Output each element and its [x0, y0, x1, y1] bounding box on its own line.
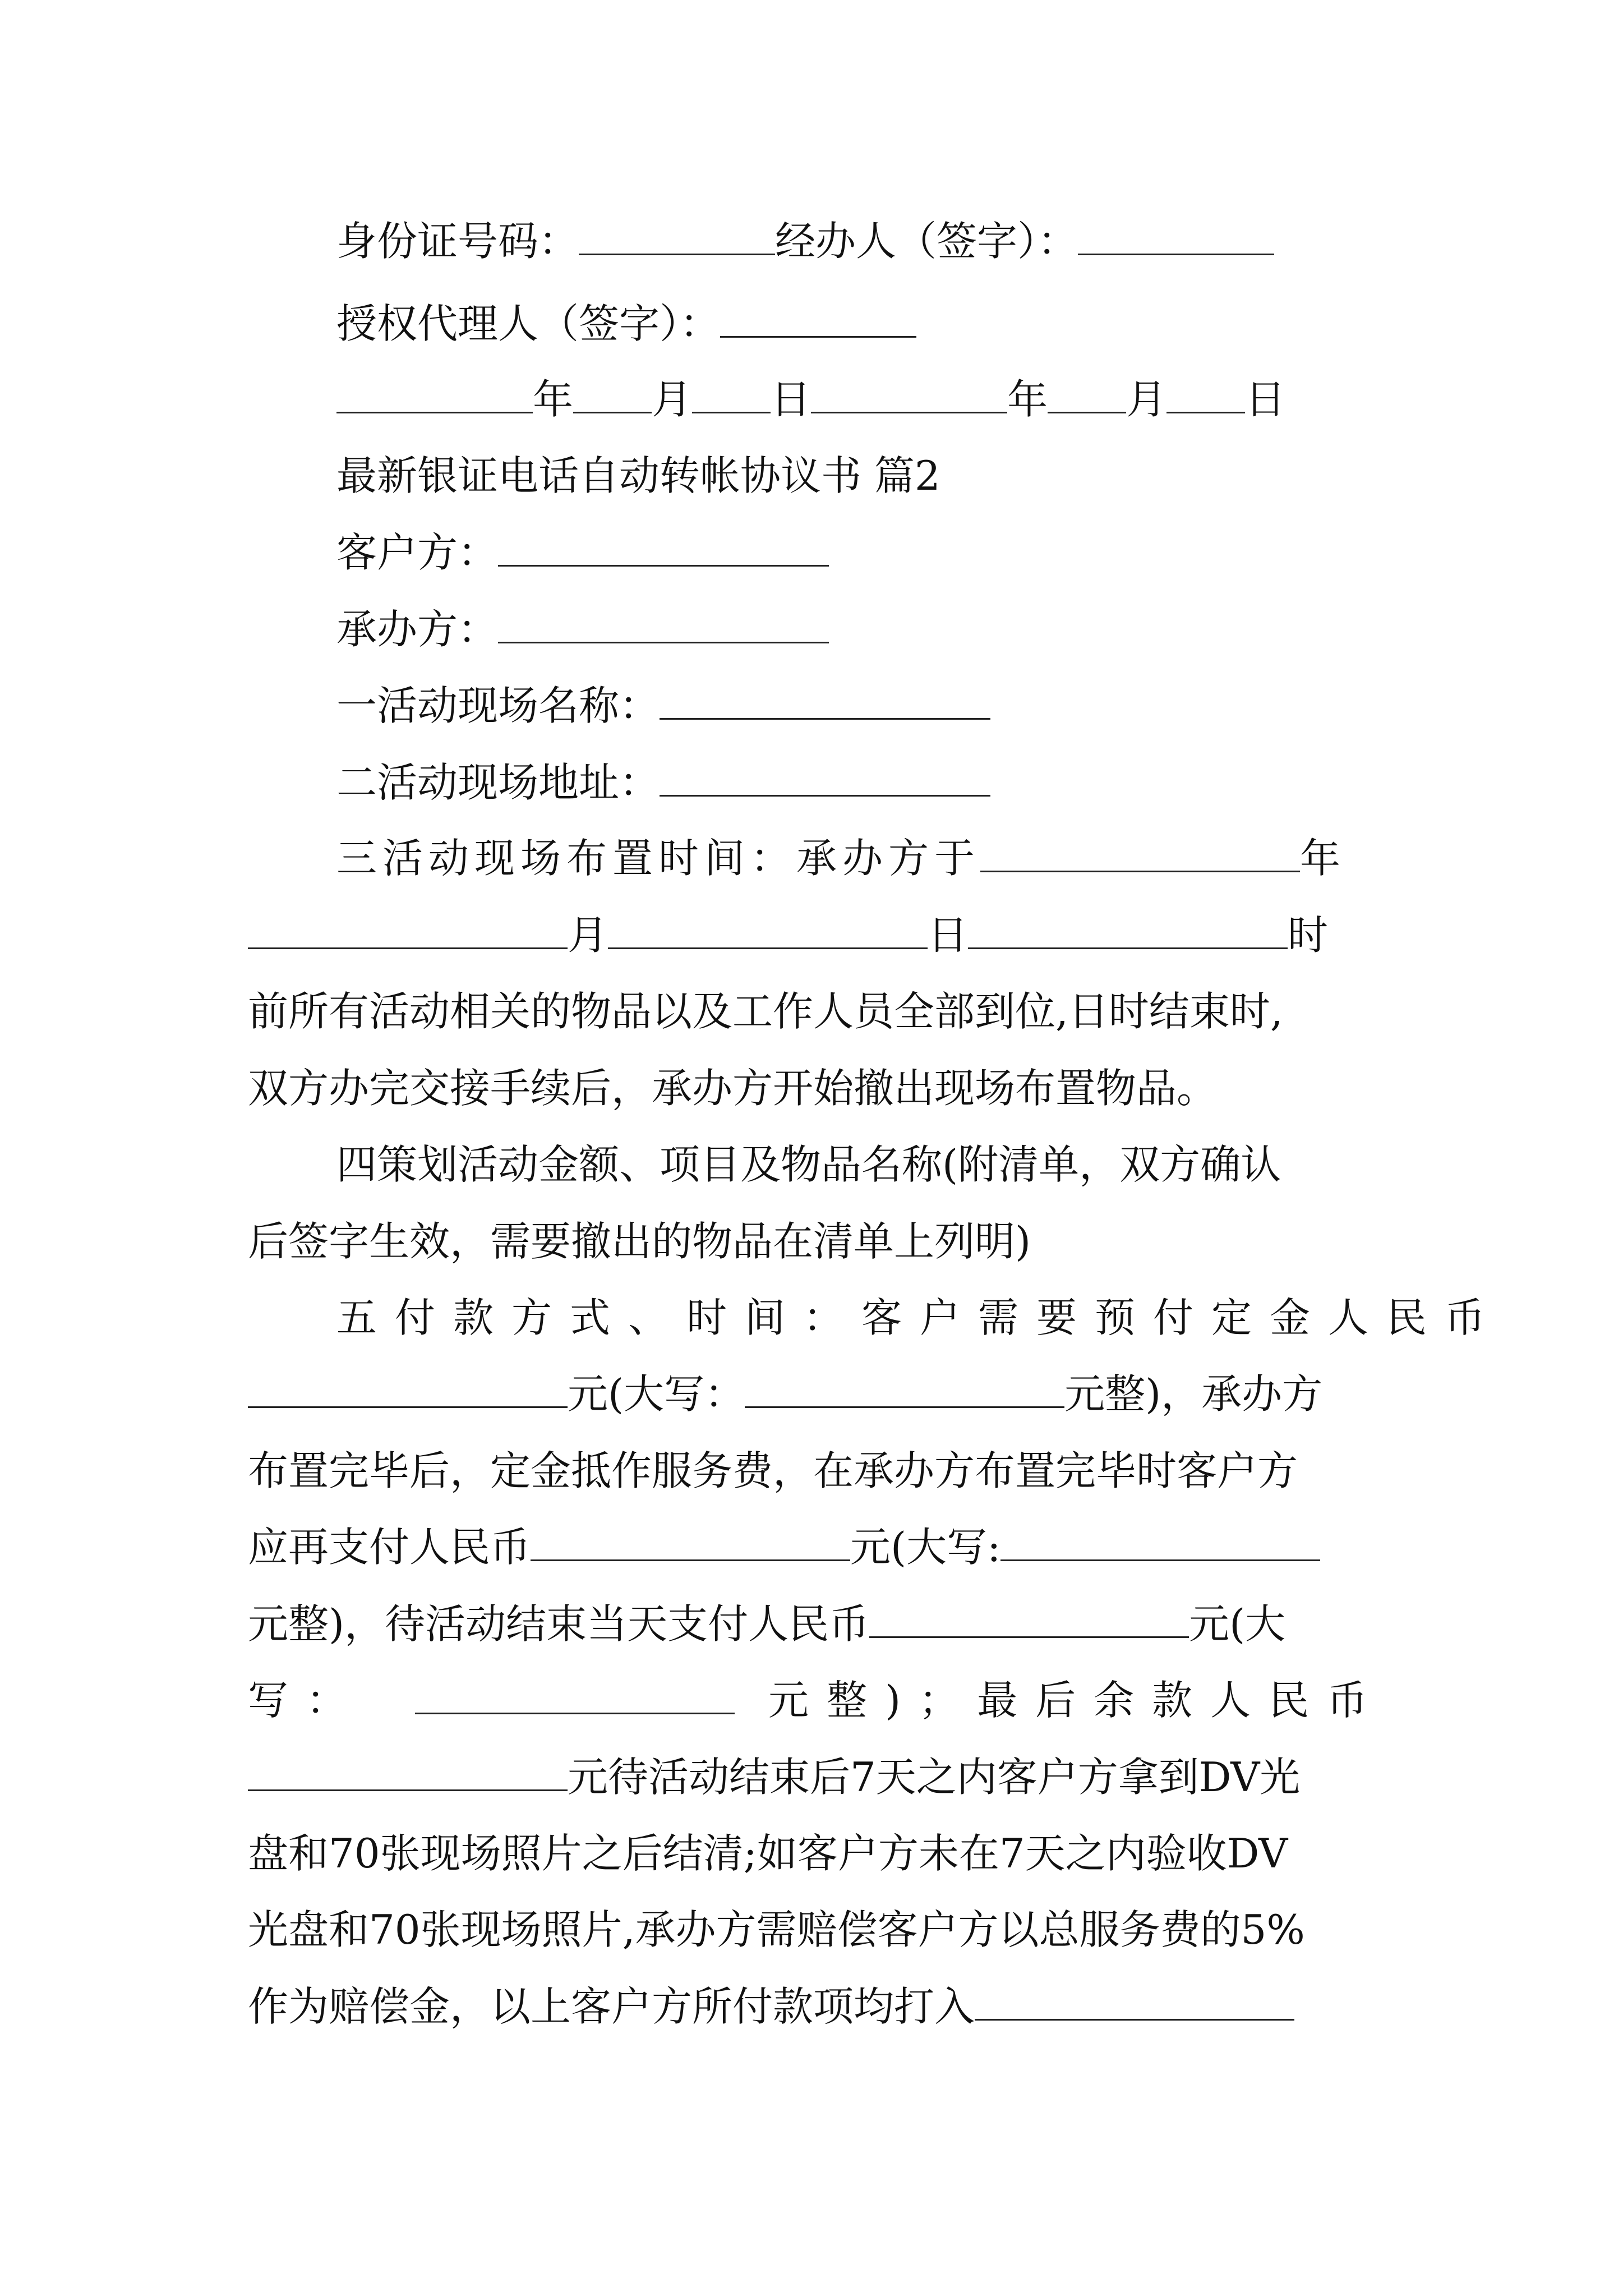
agent-signature-blank [720, 297, 916, 338]
id-number-blank [579, 214, 775, 255]
venue-name-line [336, 672, 1475, 739]
text-run: 元(大写: [850, 1524, 1001, 1571]
handler-signature-label: 经办人（签字）： [775, 218, 1078, 265]
id-number-line [336, 208, 1475, 275]
paragraph-line [248, 1590, 1386, 1658]
paragraph-line [248, 1513, 1386, 1581]
date-line [336, 366, 1475, 433]
organizer-blank [498, 602, 829, 643]
customer-blank [498, 526, 829, 567]
organizer-label: 承办方： [336, 606, 499, 653]
amount-blank [745, 1367, 1064, 1408]
paragraph-line: 双方办完交接手续后，承办方开始撤出现场布置物品。 [248, 1065, 1218, 1112]
amount-blank [869, 1597, 1189, 1638]
text-run: 元待活动结束后7天之内客户方拿到DV光 [568, 1754, 1301, 1801]
paragraph-line [336, 1284, 1504, 1351]
account-blank [975, 1980, 1294, 2021]
date-blank [1048, 372, 1126, 413]
amount-blank [248, 1750, 568, 1791]
paragraph-line [248, 1360, 1386, 1428]
paragraph-line: 盘和70张现场照片之后结清;如客户方未在7天之内验收DV [248, 1830, 1288, 1877]
text-run: 应再支付人民币 [248, 1524, 531, 1571]
date-blank [573, 372, 652, 413]
venue-address-line [336, 749, 1475, 816]
amount-blank [415, 1673, 735, 1714]
venue-address-blank [660, 756, 990, 797]
setup-time-label: 三活动现场布置时间：承办方于 [336, 835, 981, 882]
text-run: 元整)，待活动结束当天支付人民币 [248, 1600, 870, 1648]
agent-line [336, 290, 1475, 357]
paragraph-line [248, 1973, 1386, 2040]
hour-label: 时 [1288, 912, 1329, 959]
text-run: 元整)；最后余款人民币 [768, 1677, 1386, 1724]
day-label: 日 [1245, 376, 1286, 423]
month-label: 月 [568, 912, 608, 959]
setup-time-line [336, 825, 1386, 892]
customer-line [336, 519, 1475, 586]
organizer-line [336, 596, 1475, 663]
amount-blank [531, 1520, 850, 1561]
id-number-label: 身份证号码： [336, 218, 579, 265]
year-label: 年 [1007, 376, 1048, 423]
paragraph-line: 光盘和70张现场照片,承办方需赔偿客户方以总服务费的5% [248, 1906, 1305, 1953]
paragraph-line: 布置完毕后，定金抵作服务费，在承办方布置完毕时客户方 [248, 1447, 1298, 1494]
paragraph-line: 四策划活动金额、项目及物品名称(附清单，双方确认 [336, 1141, 1281, 1188]
date-blank [336, 372, 533, 413]
amount-blank [1000, 1520, 1320, 1561]
month-label: 月 [1126, 376, 1167, 423]
date-blank [692, 372, 771, 413]
setup-time-blank [608, 908, 928, 949]
handler-signature-blank [1078, 214, 1274, 255]
venue-name-label: 一活动现场名称： [336, 682, 660, 729]
paragraph-line: 后签字生效，需要撤出的物品在清单上列明) [248, 1218, 1031, 1265]
section-title: 最新银证电话自动转帐协议书 篇2 [336, 452, 940, 499]
text-run: 写： [248, 1677, 365, 1724]
day-label: 日 [771, 376, 811, 423]
year-label: 年 [533, 376, 574, 423]
amount-blank [248, 1367, 568, 1408]
venue-name-blank [660, 679, 990, 720]
setup-time-line-2 [248, 901, 1386, 969]
customer-label: 客户方： [336, 529, 499, 576]
setup-time-blank [968, 908, 1288, 949]
date-blank [1166, 372, 1245, 413]
agent-signature-label: 授权代理人（签字）： [336, 300, 721, 347]
day-label: 日 [928, 912, 969, 959]
date-blank [811, 372, 1007, 413]
text-run: 作为赔偿金，以上客户方所付款项均打入 [248, 1983, 975, 2030]
text-run: 元整)，承办方 [1064, 1370, 1323, 1418]
month-label: 月 [652, 376, 693, 423]
payment-heading: 五付款方式、时间：客户需要预付定金人民币 [336, 1294, 1504, 1341]
paragraph-line: 前所有活动相关的物品以及工作人员全部到位,日时结束时, [248, 988, 1283, 1035]
text-run: 元(大写： [568, 1370, 745, 1418]
paragraph-line [248, 1743, 1386, 1811]
setup-time-blank [248, 908, 568, 949]
paragraph-line [248, 1667, 1386, 1734]
text-run: 元(大 [1189, 1600, 1286, 1648]
setup-time-blank [980, 831, 1300, 872]
year-label: 年 [1300, 835, 1341, 882]
venue-address-label: 二活动现场地址： [336, 759, 660, 806]
